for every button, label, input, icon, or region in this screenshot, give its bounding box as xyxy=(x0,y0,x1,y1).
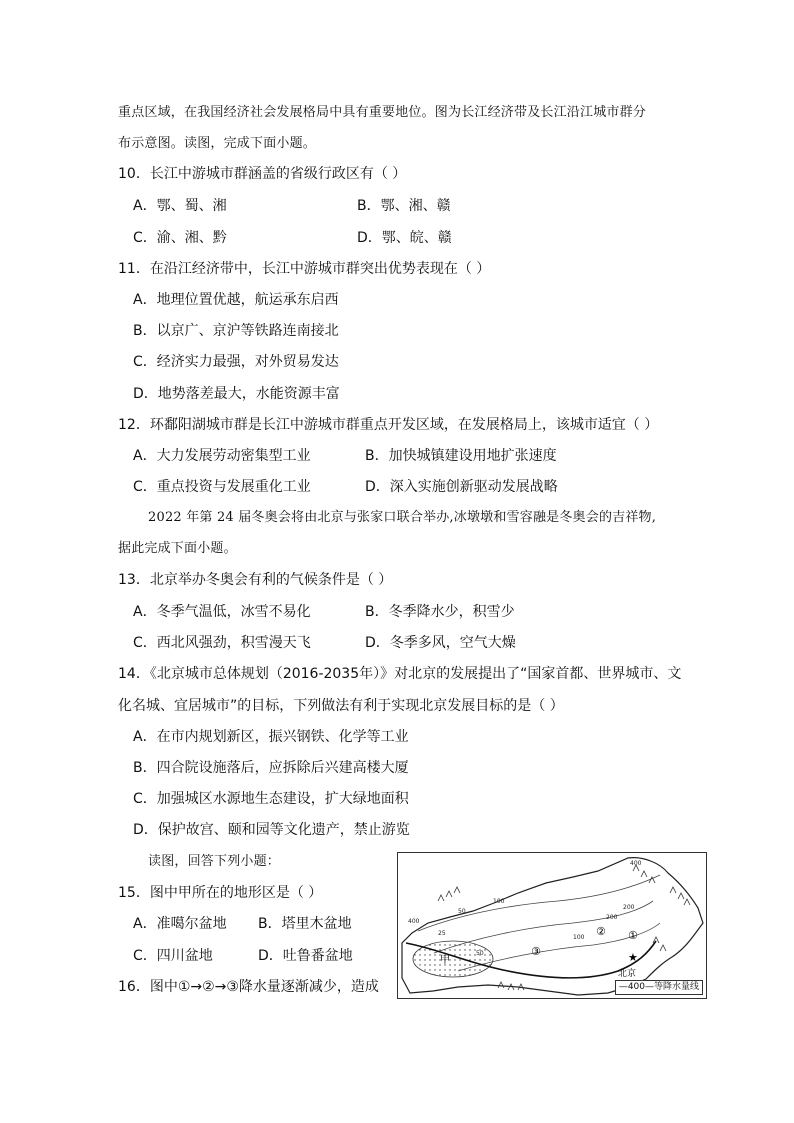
question-14-stem-line-2: 化名城、宜居城市”的目标，下列做法有利于实现北京发展目标的是（ ） xyxy=(118,698,564,714)
question-13-option-b: B．冬季降水少，积雪少 xyxy=(365,604,515,620)
intro2-line-1: 2022 年第 24 届冬奥会将由北京与张家口联合举办,冰墩墩和雪容融是冬奥会的吉祥物, xyxy=(148,510,657,525)
question-11-option-c: C．经济实力最强，对外贸易发达 xyxy=(133,354,339,370)
question-15-option-c: C．四川盆地 xyxy=(133,948,213,964)
question-12-option-d: D．深入实施创新驱动发展战略 xyxy=(365,479,558,495)
precipitation-map xyxy=(397,852,707,999)
isohyet-value: 50 xyxy=(476,950,484,957)
question-12-option-c: C．重点投资与发展重化工业 xyxy=(133,479,311,495)
map-label-jia: 甲 xyxy=(440,955,450,966)
question-14-option-c: C．加强城区水源地生态建设，扩大绿地面积 xyxy=(133,791,409,807)
isohyet-value: 400 xyxy=(630,860,642,867)
question-10-stem: 10．长江中游城市群涵盖的省级行政区有（ ） xyxy=(118,166,407,182)
intro2-line-2: 据此完成下面小题。 xyxy=(118,541,237,556)
map-label-2: ② xyxy=(596,925,606,938)
isohyet-value: 400 xyxy=(408,918,420,925)
question-13-option-a: A．冬季气温低，冰雪不易化 xyxy=(133,604,311,620)
question-14-option-b: B．四合院设施落后，应拆除后兴建高楼大厦 xyxy=(133,760,409,776)
question-16-stem: 16．图中①→②→③降水量逐渐减少，造成 xyxy=(118,979,379,995)
isohyet-value: 100 xyxy=(573,934,585,941)
question-15-stem: 15．图中甲所在的地形区是（ ） xyxy=(118,885,323,901)
question-11-option-d: D．地势落差最大，水能资源丰富 xyxy=(133,386,340,402)
question-15-option-d: D．吐鲁番盆地 xyxy=(258,948,353,964)
question-14-stem-line-1: 14．《北京城市总体规划（2016-2035年）》对北京的发展提出了“国家首都、世界城市、文 xyxy=(118,666,682,682)
map-svg xyxy=(398,853,706,998)
question-10-option-b: B．鄂、湘、赣 xyxy=(357,198,451,214)
map-label-beijing: 北京 xyxy=(618,969,637,979)
question-14-option-a: A．在市内规划新区，振兴钢铁、化学等工业 xyxy=(133,729,409,745)
question-12-stem: 12．环鄱阳湖城市群是长江中游城市群重点开发区域，在发展格局上，该城市适宜（ ） xyxy=(118,417,659,433)
isohyet-value: 100 xyxy=(493,898,505,905)
question-13-stem: 13．北京举办冬奥会有利的气候条件是（ ） xyxy=(118,572,393,588)
question-14-option-d: D．保护故宫、颐和园等文化遗产，禁止游览 xyxy=(133,822,410,838)
question-15-option-b: B．塔里木盆地 xyxy=(258,916,352,932)
isohyet-value: 25 xyxy=(438,930,446,937)
isohyet-value: 200 xyxy=(606,914,618,921)
question-10-option-a: A．鄂、蜀、湘 xyxy=(133,198,227,214)
map-label-1: ① xyxy=(628,929,638,942)
question-11-option-a: A．地理位置优越，航运承东启西 xyxy=(133,292,339,308)
question-12-option-b: B．加快城镇建设用地扩张速度 xyxy=(365,448,557,464)
map-label-3: ③ xyxy=(531,945,541,958)
isohyet-value: 50 xyxy=(458,908,466,915)
question-15-option-a: A．准噶尔盆地 xyxy=(133,916,227,932)
question-12-option-a: A．大力发展劳动密集型工业 xyxy=(133,448,311,464)
question-10-option-d: D．鄂、皖、赣 xyxy=(357,230,452,246)
question-11-option-b: B．以京广、京沪等铁路连南接北 xyxy=(133,323,339,339)
isohyet-value: 200 xyxy=(623,904,635,911)
question-13-option-c: C．西北风强劲，积雪漫天飞 xyxy=(133,635,311,651)
star-icon: ★ xyxy=(628,951,638,964)
map-legend: —400—等降水量线 xyxy=(615,980,703,995)
isohyet-line xyxy=(418,875,660,931)
question-11-stem: 11．在沿江经济带中，长江中游城市群突出优势表现在（ ） xyxy=(118,261,491,277)
intro-line-1: 重点区域，在我国经济社会发展格局中具有重要地位。图为长江经济带及长江沿江城市群分 xyxy=(118,105,647,120)
intro3: 读图，回答下列小题： xyxy=(148,854,281,869)
question-10-option-c: C．渝、湘、黔 xyxy=(133,230,227,246)
question-13-option-d: D．冬季多风，空气大燥 xyxy=(365,635,516,651)
basin-area xyxy=(413,941,493,977)
intro-line-2: 布示意图。读图，完成下面小题。 xyxy=(118,136,317,151)
